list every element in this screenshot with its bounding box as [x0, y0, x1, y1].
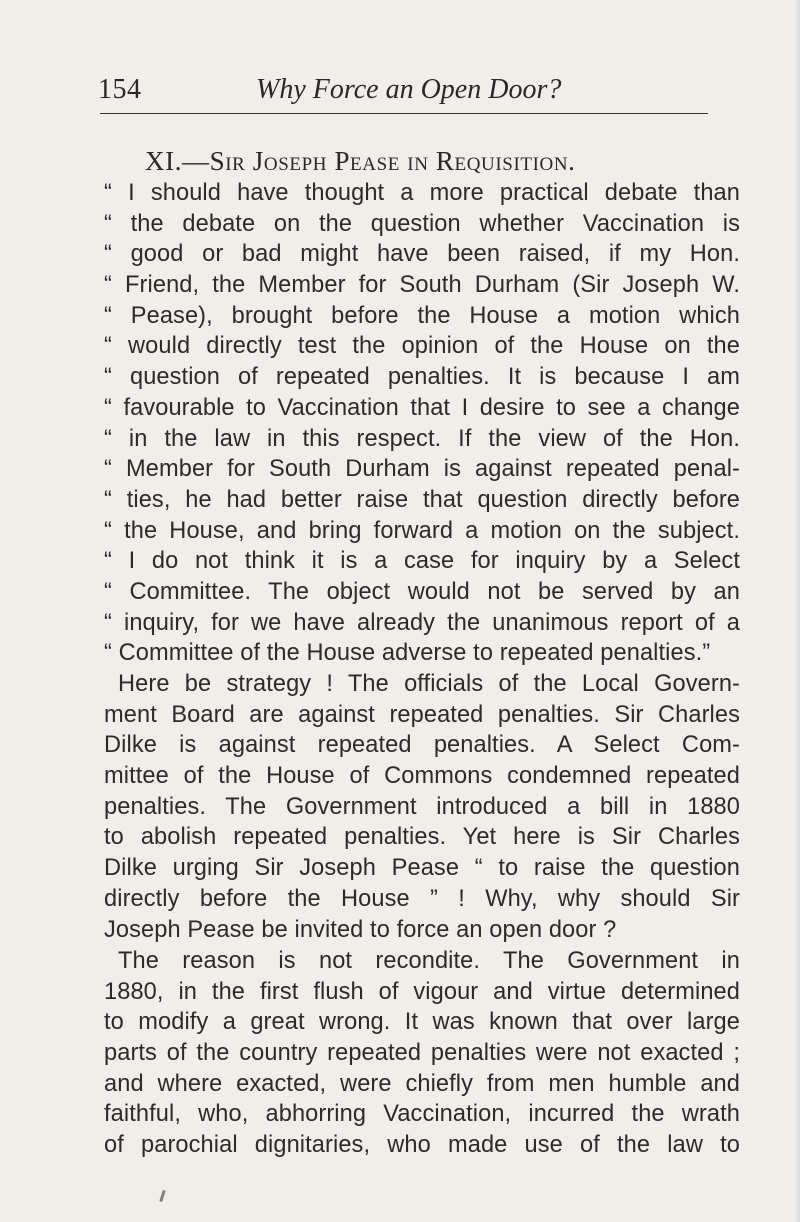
running-title: Why Force an Open Door?: [256, 74, 562, 105]
quote-line: “ Friend, the Member for South Durham (Sir Joseph W.: [104, 272, 740, 299]
quote-line: “ would directly test the opinion of the House on the: [104, 333, 740, 360]
page-number: 154: [98, 74, 142, 105]
paragraph-line: 1880, in the first flush of vigour and virtue determined: [104, 978, 740, 1005]
section-title: Sir Joseph Pease in Requisition.: [209, 146, 576, 176]
paragraph-line: Dilke urging Sir Joseph Pease “ to raise the question: [104, 855, 740, 882]
quote-line: “ in the law in this respect. If the view of the Hon.: [104, 425, 740, 452]
quote-line: “ Committee of the House adverse to repeated penalties.”: [104, 640, 711, 667]
section-heading: [145, 146, 576, 177]
quote-line: “ I should have thought a more practical debate than: [104, 180, 740, 206]
paragraph-line: Joseph Pease be invited to force an open door ?: [104, 916, 617, 943]
paragraph-line: and where exacted, were chiefly from men humble and: [104, 1070, 740, 1097]
ink-speck: [159, 1190, 166, 1202]
paragraph-line: mittee of the House of Commons condemned repeated: [104, 763, 740, 790]
paragraph-reason: [104, 946, 740, 1161]
quote-line: “ favourable to Vaccination that I desire to see a change: [104, 394, 740, 421]
paragraph-line: Here be strategy ! The officials of the Local Govern-: [118, 671, 740, 697]
header-rule: [100, 113, 708, 114]
running-head: [98, 74, 718, 114]
quote-line: “ Committee. The object would not be served by an: [104, 578, 740, 605]
paragraph-line: directly before the House ” ! Why, why should Sir: [104, 885, 740, 912]
paragraph-line: parts of the country repeated penalties were not exacted ;: [104, 1040, 740, 1067]
quote-line: “ Pease), brought before the House a motion which: [104, 302, 740, 329]
page-edge-shadow: [794, 0, 800, 1222]
paragraph-line: penalties. The Government introduced a bill in 1880: [104, 793, 740, 820]
quote-line: “ I do not think it is a case for inquiry by a Select: [104, 548, 740, 575]
quote-line: “ the House, and bring forward a motion on the subject.: [104, 517, 740, 544]
quote-line: “ question of repeated penalties. It is because I am: [104, 364, 740, 391]
quotation-block: [104, 178, 740, 669]
paragraph-line: to abolish repeated penalties. Yet here is Sir Charles: [104, 824, 740, 851]
quote-line: “ ties, he had better raise that question directly before: [104, 486, 740, 513]
quote-line: “ Member for South Durham is against repeated penal-: [104, 456, 740, 483]
paragraph-line: faithful, who, abhorring Vaccination, incurred the wrath: [104, 1101, 740, 1128]
quote-line: “ good or bad might have been raised, if my Hon.: [104, 241, 740, 268]
paragraph-line: The reason is not recondite. The Government in: [118, 948, 740, 974]
section-number: XI.—: [145, 146, 210, 176]
paragraph-line: to modify a great wrong. It was known that over large: [104, 1009, 740, 1036]
paragraph-strategy: [104, 669, 740, 945]
quote-line: “ the debate on the question whether Vaccination is: [104, 210, 740, 237]
paragraph-line: of parochial dignitaries, who made use of the law to: [104, 1132, 740, 1159]
paragraph-line: ment Board are against repeated penalties. Sir Charles: [104, 701, 740, 728]
paragraph-line: Dilke is against repeated penalties. A Select Com-: [104, 732, 740, 759]
quote-line: “ inquiry, for we have already the unanimous report of a: [104, 609, 740, 636]
